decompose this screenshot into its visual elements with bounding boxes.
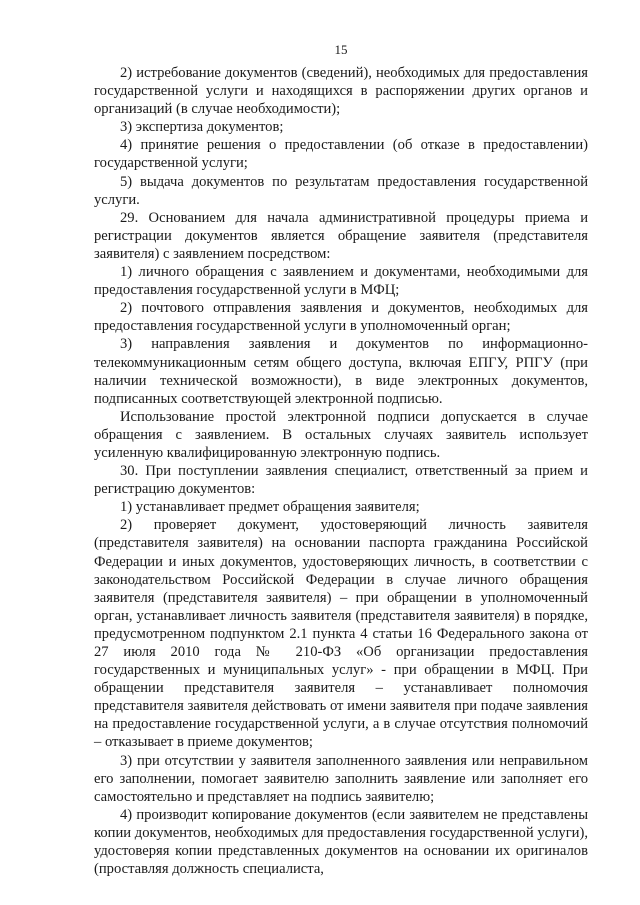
paragraph-29-basis: 29. Основанием для начала административной процедуры приема и регистрации документов является обращение заявителя (представителя заявителя) с заявлением посредством:: [94, 209, 588, 262]
paragraph-30-item-1: 1) устанавливает предмет обращения заявителя;: [120, 499, 420, 516]
paragraph-item-3-expertise: 3) экспертиза документов;: [120, 119, 284, 136]
paragraph-29-item-2: 2) почтового отправления заявления и документов, необходимых для предоставления государственной услуги в уполномоченный орган;: [94, 300, 588, 335]
page-number: 15: [334, 42, 348, 57]
paragraph-item-4-decision: 4) принятие решения о предоставлении (об отказе в предоставлении) государственной услуги;: [94, 137, 588, 172]
paragraph-30-item-3: 3) при отсутствии у заявителя заполненного заявления или неправильном его заполнении, помогает заявителю заполнить заявление или заполняет его самостоятельно и представляет на подпись заявителю;: [94, 752, 588, 805]
paragraph-30-intro: 30. При поступлении заявления специалист, ответственный за прием и регистрацию документов:: [94, 463, 588, 498]
paragraph-item-2-request-documents: 2) истребование документов (сведений), необходимых для предоставления государственной услуги и находящихся в распоряжении других органов и организаций (в случае необходимости);: [94, 65, 588, 118]
paragraph-30-item-2: 2) проверяет документ, удостоверяющий личность заявителя (представителя заявителя) на основании паспорта гражданина Российской Федерации и иных документов, удостоверяющих личность, в соответствии с законодательством Российской Федерации в случае личного обращения заявителя (представителя заявителя) – при обращении в уполномоченный орган, устанавливает личность заявителя (представителя заявителя) в порядке, предусмотренном подпунктом 2.1 пункта 4 статьи 16 Федерального закона от 27 июля 2010 года № 210-ФЗ «Об организации предоставления государственных и муниципальных услуг» - при обращении в МФЦ. При обращении представителя заявителя – устанавливает полномочия представителя заявителя действовать от имени заявителя при подаче заявления на предоставление государственной услуги, а в случае отсутствия полномочий – отказывает в приеме документов;: [94, 517, 588, 751]
paragraph-30-item-4: 4) производит копирование документов (если заявителем не представлены копии документов, необходимых для предоставления государственной услуги), удостоверяя копии представленных документов на основании их оригиналов (проставляя должность специалиста,: [94, 806, 588, 878]
paragraph-electronic-signature: Использование простой электронной подписи допускается в случае обращения с заявлением. В остальных случаях заявитель использует усиленную квалифицированную электронную подпись.: [94, 408, 588, 461]
paragraph-item-5-issuance: 5) выдача документов по результатам предоставления государственной услуги.: [94, 173, 588, 208]
paragraph-29-item-1: 1) личного обращения с заявлением и документами, необходимыми для предоставления государственной услуги в МФЦ;: [94, 264, 588, 299]
paragraph-29-item-3: 3) направления заявления и документов по информационно-телекоммуникационным сетям общего доступа, включая ЕПГУ, РПГУ (при наличии технической возможности), в виде электронных документов, подписанных соответствующей электронной подписью.: [94, 336, 588, 407]
